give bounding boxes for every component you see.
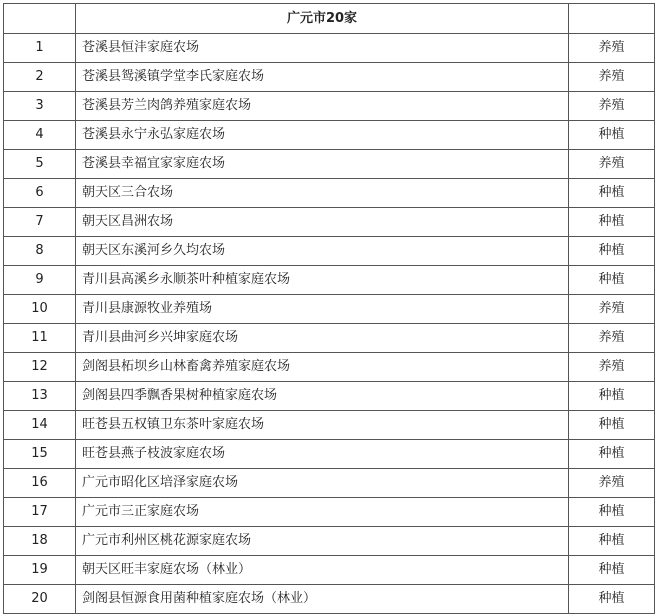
farm-name-cell: 朝天区旺丰家庭农场（林业） bbox=[76, 556, 569, 585]
row-number-cell: 13 bbox=[4, 382, 76, 411]
farm-name-cell: 旺苍县燕子枝波家庭农场 bbox=[76, 440, 569, 469]
farm-type-cell: 养殖 bbox=[569, 92, 655, 121]
table-row bbox=[4, 92, 655, 121]
table-row bbox=[4, 295, 655, 324]
table-row bbox=[4, 324, 655, 353]
farm-name-cell: 苍溪县鸳溪镇学堂李氏家庭农场 bbox=[76, 63, 569, 92]
farm-name-cell: 广元市昭化区培泽家庭农场 bbox=[76, 469, 569, 498]
table-row bbox=[4, 237, 655, 266]
table-row bbox=[4, 150, 655, 179]
row-number-cell: 8 bbox=[4, 237, 76, 266]
farm-type-cell: 养殖 bbox=[569, 295, 655, 324]
header-type-cell bbox=[569, 4, 655, 34]
header-number-cell bbox=[4, 4, 76, 34]
farm-list-table bbox=[3, 3, 655, 614]
farm-type-cell: 养殖 bbox=[569, 469, 655, 498]
farm-type-cell: 种植 bbox=[569, 556, 655, 585]
row-number-cell: 18 bbox=[4, 527, 76, 556]
row-number-cell: 4 bbox=[4, 121, 76, 150]
row-number-cell: 6 bbox=[4, 179, 76, 208]
farm-name-cell: 广元市三正家庭农场 bbox=[76, 498, 569, 527]
farm-type-cell: 养殖 bbox=[569, 150, 655, 179]
table-row bbox=[4, 585, 655, 614]
row-number-cell: 20 bbox=[4, 585, 76, 614]
farm-type-cell: 种植 bbox=[569, 121, 655, 150]
farm-name-cell: 苍溪县恒沣家庭农场 bbox=[76, 34, 569, 63]
row-number-cell: 1 bbox=[4, 34, 76, 63]
farm-name-cell: 剑阁县四季飘香果树种植家庭农场 bbox=[76, 382, 569, 411]
row-number-cell: 14 bbox=[4, 411, 76, 440]
farm-type-cell: 养殖 bbox=[569, 63, 655, 92]
farm-name-cell: 朝天区东溪河乡久均农场 bbox=[76, 237, 569, 266]
table-row bbox=[4, 208, 655, 237]
farm-name-cell: 苍溪县永宁永弘家庭农场 bbox=[76, 121, 569, 150]
table-row bbox=[4, 63, 655, 92]
farm-type-cell: 种植 bbox=[569, 440, 655, 469]
farm-name-cell: 青川县高溪乡永顺茶叶种植家庭农场 bbox=[76, 266, 569, 295]
row-number-cell: 15 bbox=[4, 440, 76, 469]
farm-name-cell: 剑阁县恒源食用菌种植家庭农场（林业） bbox=[76, 585, 569, 614]
farm-type-cell: 种植 bbox=[569, 179, 655, 208]
table-header-row bbox=[4, 4, 655, 34]
table-row bbox=[4, 382, 655, 411]
table-title: 广元市20家 bbox=[76, 4, 569, 34]
table-row bbox=[4, 353, 655, 382]
table-row bbox=[4, 498, 655, 527]
farm-type-cell: 种植 bbox=[569, 208, 655, 237]
table-row bbox=[4, 179, 655, 208]
row-number-cell: 3 bbox=[4, 92, 76, 121]
farm-name-cell: 朝天区三合农场 bbox=[76, 179, 569, 208]
farm-name-cell: 剑阁县柘坝乡山林畜禽养殖家庭农场 bbox=[76, 353, 569, 382]
farm-name-cell: 朝天区昌洲农场 bbox=[76, 208, 569, 237]
row-number-cell: 9 bbox=[4, 266, 76, 295]
row-number-cell: 19 bbox=[4, 556, 76, 585]
farm-type-cell: 养殖 bbox=[569, 324, 655, 353]
row-number-cell: 2 bbox=[4, 63, 76, 92]
farm-type-cell: 种植 bbox=[569, 585, 655, 614]
row-number-cell: 7 bbox=[4, 208, 76, 237]
farm-type-cell: 种植 bbox=[569, 237, 655, 266]
table-row bbox=[4, 440, 655, 469]
table-row bbox=[4, 527, 655, 556]
table-body bbox=[4, 4, 655, 614]
farm-name-cell: 苍溪县芳兰肉鸽养殖家庭农场 bbox=[76, 92, 569, 121]
row-number-cell: 11 bbox=[4, 324, 76, 353]
farm-name-cell: 青川县康源牧业养殖场 bbox=[76, 295, 569, 324]
farm-name-cell: 苍溪县幸福宜家家庭农场 bbox=[76, 150, 569, 179]
farm-type-cell: 种植 bbox=[569, 527, 655, 556]
farm-name-cell: 广元市利州区桃花源家庭农场 bbox=[76, 527, 569, 556]
farm-type-cell: 种植 bbox=[569, 382, 655, 411]
row-number-cell: 5 bbox=[4, 150, 76, 179]
table-row bbox=[4, 469, 655, 498]
row-number-cell: 17 bbox=[4, 498, 76, 527]
table-row bbox=[4, 556, 655, 585]
table-row bbox=[4, 411, 655, 440]
farm-type-cell: 养殖 bbox=[569, 34, 655, 63]
farm-type-cell: 种植 bbox=[569, 266, 655, 295]
farm-type-cell: 养殖 bbox=[569, 353, 655, 382]
farm-type-cell: 种植 bbox=[569, 411, 655, 440]
farm-type-cell: 种植 bbox=[569, 498, 655, 527]
row-number-cell: 16 bbox=[4, 469, 76, 498]
farm-name-cell: 青川县曲河乡兴坤家庭农场 bbox=[76, 324, 569, 353]
farm-name-cell: 旺苍县五权镇卫东茶叶家庭农场 bbox=[76, 411, 569, 440]
row-number-cell: 12 bbox=[4, 353, 76, 382]
table-row bbox=[4, 266, 655, 295]
row-number-cell: 10 bbox=[4, 295, 76, 324]
table-row bbox=[4, 34, 655, 63]
table-row bbox=[4, 121, 655, 150]
